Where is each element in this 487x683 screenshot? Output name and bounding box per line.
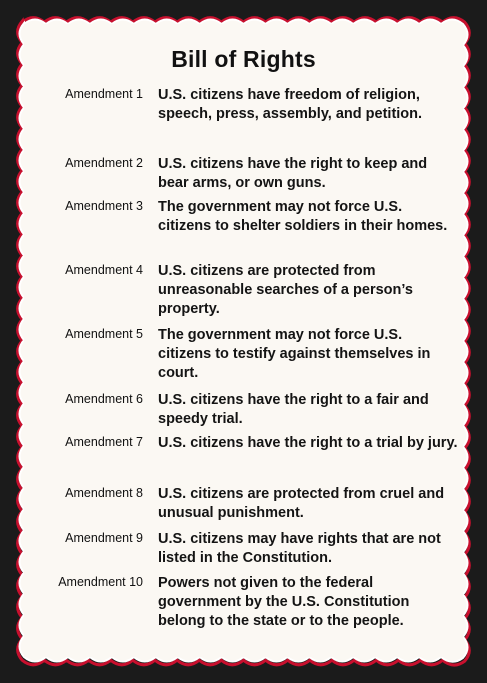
amendment-text: U.S. citizens are protected from cruel and unusual punishment. <box>158 486 445 521</box>
amendment-label: Amendment 7 <box>65 434 143 450</box>
amendment-label: Amendment 4 <box>65 262 143 278</box>
amendment-label: Amendment 10 <box>58 574 143 590</box>
amendment-label: Amendment 1 <box>65 86 143 102</box>
amendment-text: U.S. citizens have the right to a fair and speedy trial. <box>158 392 429 427</box>
amendment-text: U.S. citizens have the right to keep and bear arms, or own guns. <box>158 156 428 191</box>
amendment-label: Amendment 3 <box>65 198 143 214</box>
amendment-text: Powers not given to the federal government by the U.S. Constitution belong to the state or to the people. <box>158 575 410 629</box>
amendment-text: U.S. citizens may have rights that are not listed in the Constitution. <box>158 531 441 566</box>
amendment-label: Amendment 8 <box>65 485 143 501</box>
amendment-text: The government may not force U.S. citizens to shelter soldiers in their homes. <box>158 199 448 234</box>
amendment-label: Amendment 9 <box>65 530 143 546</box>
page-title: Bill of Rights <box>171 46 316 72</box>
amendment-text: U.S. citizens have the right to a trial by jury. <box>158 435 458 451</box>
content-card <box>24 24 463 657</box>
amendment-text: U.S. citizens have freedom of religion, speech, press, assembly, and petition. <box>158 87 423 122</box>
amendment-label: Amendment 2 <box>65 155 143 171</box>
amendment-text: U.S. citizens are protected from unreasonable searches of a person’s property. <box>158 263 413 317</box>
amendment-label: Amendment 5 <box>65 326 143 342</box>
amendment-label: Amendment 6 <box>65 391 143 407</box>
amendment-text: The government may not force U.S. citizens to testify against themselves in court. <box>158 327 431 381</box>
